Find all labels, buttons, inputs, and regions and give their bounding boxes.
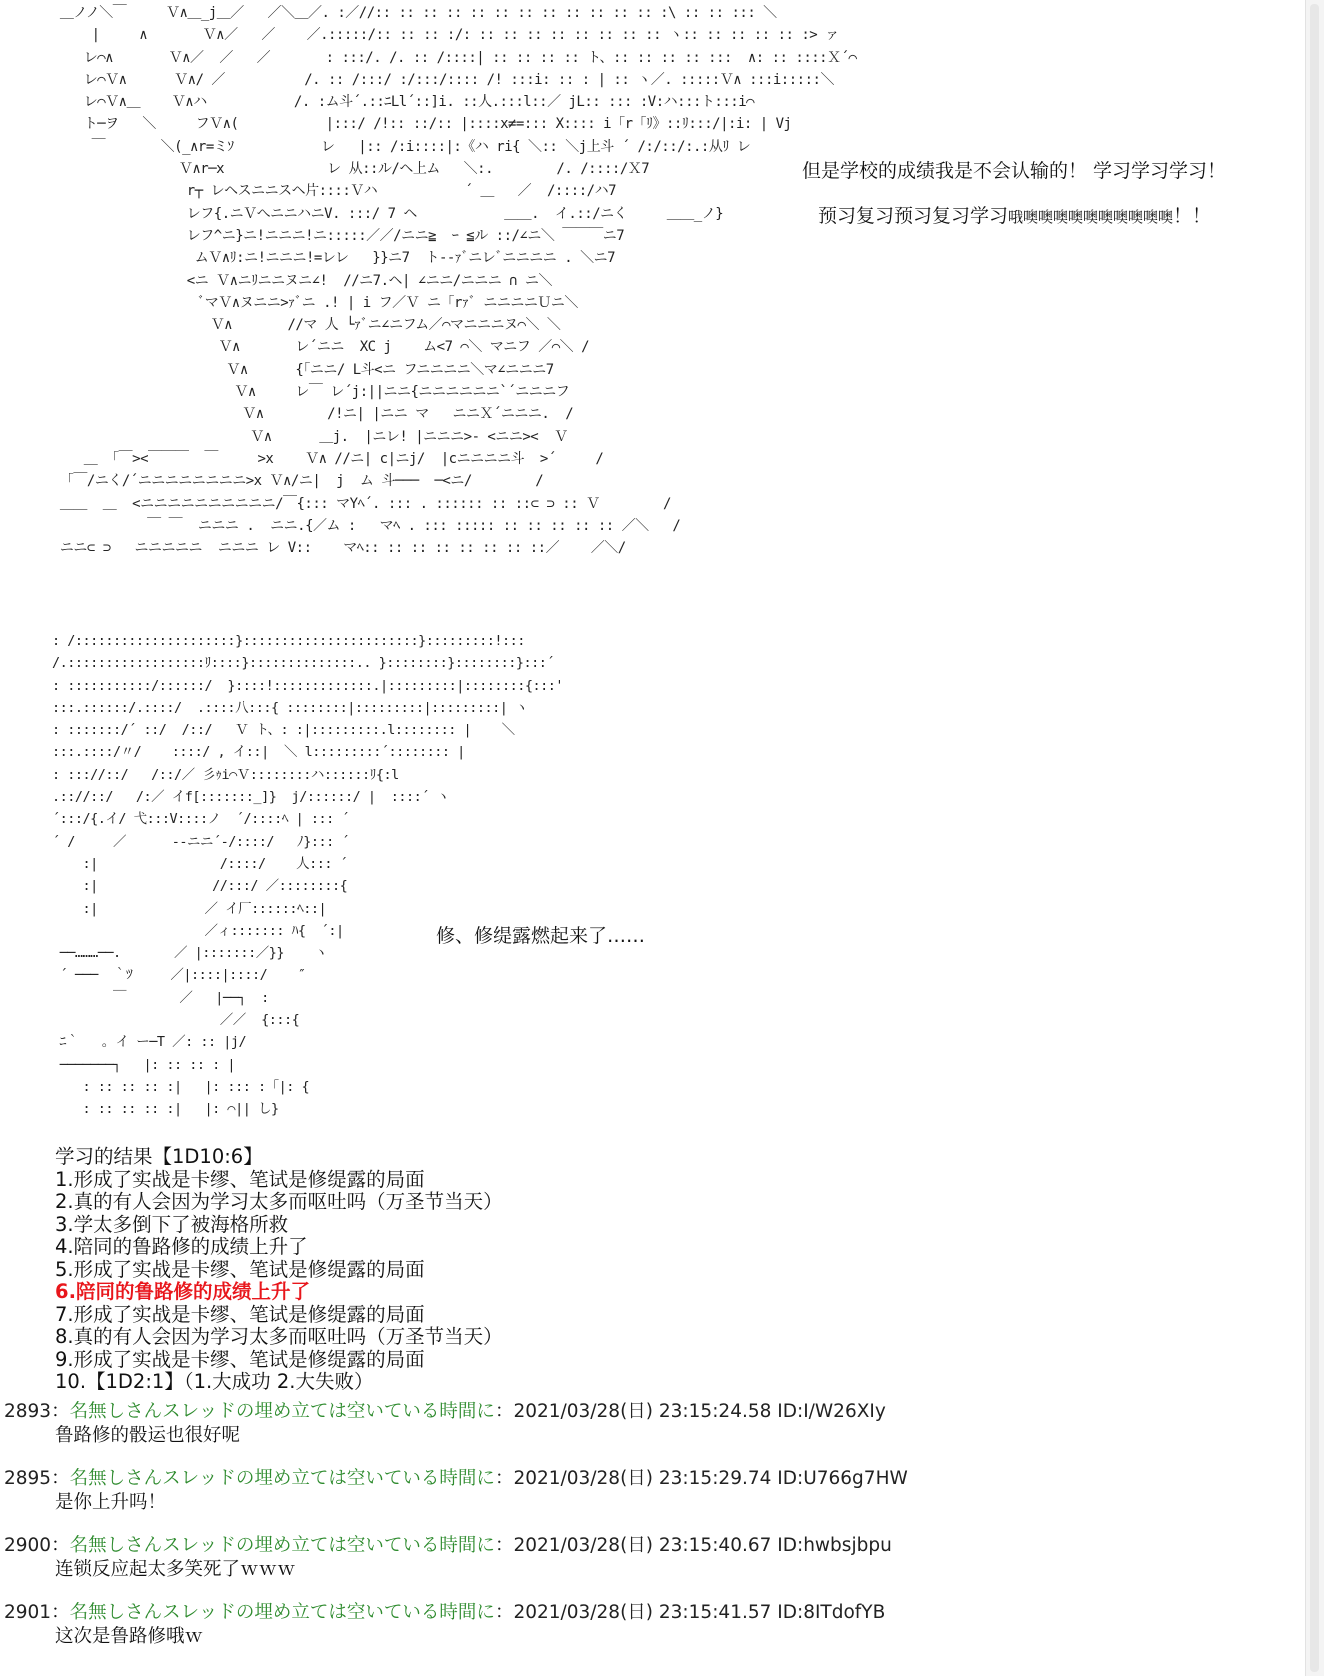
- post-header: [4, 1400, 886, 1424]
- post-body: 鲁路修的骰运也很好呢: [55, 1425, 241, 1446]
- vertical-scrollbar[interactable]: [1305, 0, 1324, 1676]
- post-separator: ：: [51, 1468, 70, 1489]
- speech-line-2-main: 预习复习预习复习学习: [818, 205, 1009, 227]
- result-item: 9.形成了实战是卡缪、笔试是修缇露的局面: [55, 1347, 425, 1371]
- post-body: 这次是鲁路修哦ｗ: [55, 1626, 204, 1647]
- post-number[interactable]: 2895: [4, 1468, 52, 1489]
- result-item: 8.真的有人会因为学习太多而呕吐吗（万圣节当天）: [55, 1325, 503, 1348]
- post-2893: [4, 1400, 886, 1448]
- post-number[interactable]: 2893: [4, 1401, 52, 1422]
- speech-line-2: [818, 201, 1211, 228]
- scrollbar-thumb[interactable]: [1310, 4, 1319, 1672]
- poster-name: 名無しさんスレッドの埋め立ては空いている時間に: [69, 1401, 495, 1422]
- result-item: 1.形成了实战是卡缪、笔试是修缇露的局面: [55, 1167, 425, 1191]
- post-number[interactable]: 2901: [4, 1602, 52, 1623]
- speech-line-2-end: ！！: [1173, 205, 1212, 227]
- speech-line-3: 修、修缇露燃起来了……: [436, 925, 646, 947]
- post-2900: [4, 1534, 892, 1582]
- poster-name: 名無しさんスレッドの埋め立ては空いている時間に: [69, 1468, 495, 1489]
- post-body: 连锁反应起太多笑死了ｗｗｗ: [55, 1559, 296, 1580]
- results-title: 学习的结果【1D10:6】: [55, 1145, 263, 1168]
- ascii-art-bottom: : /:::::::::::::::::::::}:::::::::::::::::::::::}:::::::::!::: /.::::::::::::::::::ﾘ::::}::::::::::::::.. }::::::::}::::::::}:::´ : :::::::::::/::::::/ }::::!:::::::::::::.|:::::::::|::::::::{:::' :::.::::::/.::::/ .::::八:::{ ::::::::|:::::::::|:::::::::| ヽ : :::::::/´ ::/ /::/ Ｖ ト、: :|:::::::::.l:::::::: | ＼ :::.::::/〃/ ::::/ , イ::| ＼ l:::::::::´:::::::: | : ::://::/ /::/／ 彡ｩi⌒Ｖ::::::::ハ::::::ﾘ{:l .:://::/ /:／ イf[:::::::_]} j/::::::/ | ::::´ ヽ ´:::/{.イ/ 弋:::V::::ノ ´/::::ﾍ | ::: ´ ´ / ／ ‐‐ニニ´‐/::::/ ﾉ}::: ´ :| /::::/ 人::: ´ :| //:::/ ／::::::::{ :| ／ イ厂::::::ﾍ::| ／ィ::::::: ﾊ{ ´:| ──………──. ／ |:::::::／}} ヽ ´ ─── ｀ﾂ ／|::::|::::/ ″ ￣ ／ |──┐ : ／／ {:::{ ﾆ｀ ｡ イ ー─T ／: :: |j/ ───────┐ |: :: :: : | : :: :: :: :| |: ::: :「|: { : :: :: :: :| |: ⌒|| し}: [52, 633, 564, 1118]
- post-2901: [4, 1601, 885, 1649]
- post-body: 是你上升吗！: [55, 1492, 167, 1513]
- post-separator: ：: [51, 1602, 70, 1623]
- post-meta: ：2021/03/28(日) 23:15:29.74 ID:U766g7HW: [494, 1468, 908, 1489]
- result-item: 4.陪同的鲁路修的成绩上升了: [55, 1235, 308, 1258]
- speech-line-2-small: 哦噢噢噢噢噢噢噢噢噢噢: [1008, 208, 1174, 226]
- study-results: [55, 1146, 503, 1394]
- poster-name: 名無しさんスレッドの埋め立ては空いている時間に: [69, 1535, 495, 1556]
- post-meta: ：2021/03/28(日) 23:15:41.57 ID:8ITdofYB: [494, 1602, 886, 1623]
- post-header: [4, 1467, 908, 1491]
- post-number[interactable]: 2900: [4, 1535, 52, 1556]
- result-item: 2.真的有人会因为学习太多而呕吐吗（万圣节当天）: [55, 1190, 503, 1213]
- result-item: 7.形成了实战是卡缪、笔试是修缇露的局面: [55, 1302, 425, 1326]
- result-item: 5.形成了实战是卡缪、笔试是修缇露的局面: [55, 1257, 425, 1281]
- post-separator: ：: [51, 1535, 70, 1556]
- result-item: 10.【1D2:1】（1.大成功 2.大失败）: [55, 1370, 374, 1393]
- post-2895: [4, 1467, 908, 1515]
- post-meta: ：2021/03/28(日) 23:15:24.58 ID:I/W26XIy: [494, 1401, 886, 1422]
- ascii-art-top: ＿ノノ＼￣ Ｖ∧＿_j＿／ ／＼＿／. :／//:: :: :: :: :: :: :: :: :: :: :: :: :\ :: :: ::: ＼ | ∧ Ｖ∧／ ／ ／.:::::/:: :: :: :/: :: :: :: :: :: :: :: :: ヽ:: :: :: :: :: :> ァ レ⌒∧ Ｖ∧／ ／ ／ : :::/. /. :: /::::| :: :: :: :: ト、:: :: :: :: ::: ∧: :: ::::Ｘ´⌒ レ⌒Ｖ∧ Ｖ∧/ ／ /. :: /:::/ :/:::/:::: /! :::i: :: : | :: ヽ／. :::::Ｖ∧ :::i:::::＼ レ⌒Ｖ∧＿ Ｖ∧ハ /. :ム斗´.::ﾆLl´::]i. ::人.:::l::／ jL:: ::: :V:ハ:::ト:::i⌒ ト─ヲ ＼ フＶ∧( |:::/ /!:: ::/:: |::::x≠=::: X:::: i「r「ﾘ》::ﾘ:::/|:i: | Vj ￣ ＼(_∧r=ミｿ レ |:: /:i::::|:《ハ ri{ ＼:: ＼j上斗 ´ /:/::/:.:从ﾘ レ Ｖ∧r─x レ 从::ル/ヘ上ム ＼:. /. /::::/Ｘ7 r┬ レヘスニニスヘ片::::Ｖハ ´ ＿ ／ /::::/ハ7 レフ{.ニＶへニニハニV. :::/ 7 ヘ ＿＿. イ.::/ニく ＿＿_ノ} レフ^ニ}ニ!ニニニ!ニ:::::／／/ニニ≧ ｰ ≦ル ::/∠ニ＼ ￣￣￣ニ7 ムＶ∧ﾘ:ニ!ニニニ!=レレ }}ニ7 ト-‐ｧﾞニレﾞニニニニ . ＼ニ7 <ニ Ｖ∧ニﾘニニヌニ∠! //ニ7.ヘ| ∠ニニ/ニニニ ∩ ニ＼ ﾞマＶ∧ヌニニ>ｧﾞニ .! | i フ／Ｖ ニ「rｧﾞ ニニニニＵニ＼ Ｖ∧ //マ 人 └ｧﾞニ∠ニフム／⌒マニニニヌ⌒＼ ＼ Ｖ∧ レ´ニニ XC j ム<7 ⌒＼ マニフ ／⌒＼ / Ｖ∧ {「ニニ/ L斗<ニ フニニニニ＼マ∠ニニニ7 Ｖ∧ レ￣ レ´j:||ニニ{ニニニニニニ`´ニニニフ Ｖ∧ /!ニ| |ニニ マ ニニＸ´ニニニ. / Ｖ∧ ＿j. |ニレ! |ニニニ>- <ニニ>< Ｖ ＿ 「￣><￣￣￣ ￣ >x Ｖ∧ //ニ| c|ニj/ |cニニニニ斗 >´ / 「￣/ニく/´ニニニニニニニニ>x Ｖ∧/ニ| j ム 斗─── ─<ニ/ / ＿＿ ＿ <ニニニニニニニニニニ/￣{::: マYﾍ´. ::: . :::::: :: ::⊂ ⊃ :: Ｖ / ￣ ￣ ニニニ . ニニ.{／ム : マﾍ . ::: ::::: :: :: :: :: :: ／＼ / ニニ⊂ ⊃ ニニニニニ ニニニ レ V:: マﾍ:: :: :: :: :: :: :: ::／ ／＼/: [59, 5, 857, 557]
- post-separator: ：: [51, 1401, 70, 1422]
- post-meta: ：2021/03/28(日) 23:15:40.67 ID:hwbsjbpu: [494, 1535, 892, 1556]
- result-item-highlighted: 6.陪同的鲁路修的成绩上升了: [55, 1280, 310, 1303]
- post-header: [4, 1534, 892, 1558]
- speech-line-1: 但是学校的成绩我是不会认输的！ 学习学习学习！: [802, 160, 1227, 182]
- poster-name: 名無しさんスレッドの埋め立ては空いている時間に: [69, 1602, 495, 1623]
- post-header: [4, 1601, 885, 1625]
- result-item: 3.学太多倒下了被海格所救: [55, 1212, 289, 1236]
